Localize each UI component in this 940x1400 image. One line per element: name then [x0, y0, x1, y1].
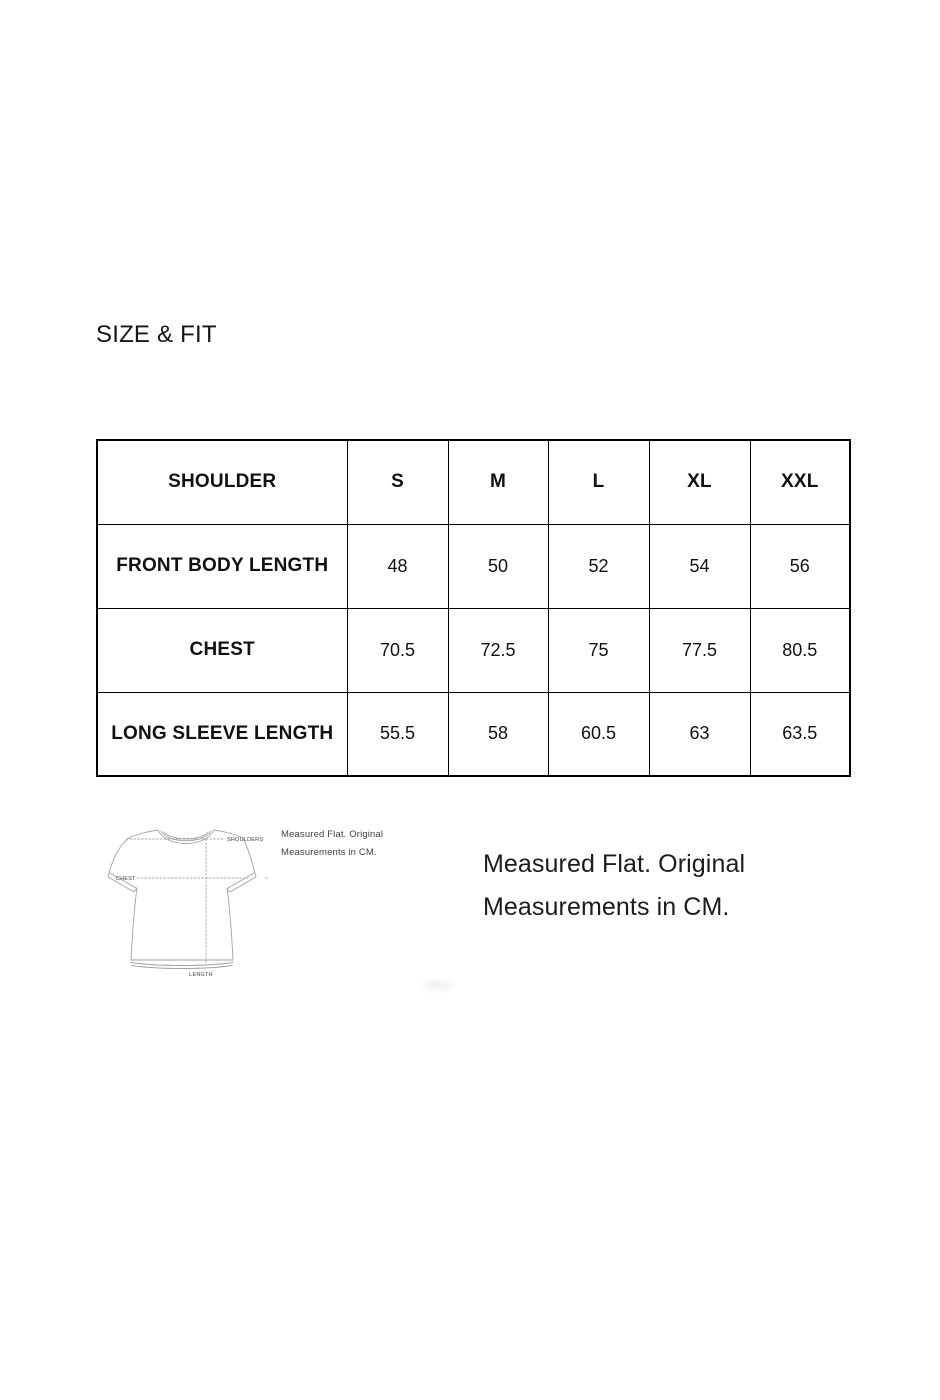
- shoulders-label: SHOULDERS: [227, 837, 264, 843]
- column-header-xxl: XXL: [750, 440, 850, 524]
- diagram-shadow-artifact: [421, 981, 455, 992]
- row-label: CHEST: [97, 608, 347, 692]
- table-row-long-sleeve-length: [97, 692, 850, 776]
- table-header-row: [97, 440, 850, 524]
- column-header-s: S: [347, 440, 448, 524]
- table-row-chest: [97, 608, 850, 692]
- hem-line-1: [131, 963, 233, 966]
- column-header-l: L: [548, 440, 649, 524]
- column-header-xl: XL: [649, 440, 750, 524]
- chest-label: CHEST: [116, 876, 136, 882]
- column-header-m: M: [448, 440, 548, 524]
- cell-value: 50: [448, 524, 548, 608]
- cell-value: 52: [548, 524, 649, 608]
- cell-value: 56: [750, 524, 850, 608]
- cell-value: 72.5: [448, 608, 548, 692]
- diagram-caption-line1: Measured Flat. Original: [281, 829, 384, 840]
- row-label: LONG SLEEVE LENGTH: [97, 692, 347, 776]
- cell-value: 63: [649, 692, 750, 776]
- table-row-front-body-length: [97, 524, 850, 608]
- collar-rib-line: [164, 832, 208, 839]
- cell-value: 70.5: [347, 608, 448, 692]
- page-title: SIZE & FIT: [96, 320, 217, 348]
- row-label: FRONT BODY LENGTH: [97, 524, 347, 608]
- measurement-note-line1: Measured Flat. Original: [483, 850, 746, 878]
- cell-value: 77.5: [649, 608, 750, 692]
- tshirt-outline: [108, 830, 256, 960]
- size-chart-table: [96, 439, 851, 777]
- diagram-stray-mark: [265, 877, 268, 879]
- cell-value: 80.5: [750, 608, 850, 692]
- cell-value: 55.5: [347, 692, 448, 776]
- cell-value: 63.5: [750, 692, 850, 776]
- cell-value: 58: [448, 692, 548, 776]
- length-label: LENGTH: [189, 972, 213, 978]
- diagram-caption: [281, 826, 383, 862]
- cell-value: 54: [649, 524, 750, 608]
- cell-value: 60.5: [548, 692, 649, 776]
- cell-value: 75: [548, 608, 649, 692]
- hem-line-2: [132, 966, 232, 969]
- cell-value: 48: [347, 524, 448, 608]
- measurement-note-line2: Measurements in CM.: [483, 893, 730, 921]
- tshirt-measurement-diagram-icon: [96, 815, 266, 983]
- measurement-note: [483, 843, 745, 929]
- column-header-shoulder: SHOULDER: [97, 440, 347, 524]
- diagram-caption-line2: Measurements in CM.: [281, 847, 377, 858]
